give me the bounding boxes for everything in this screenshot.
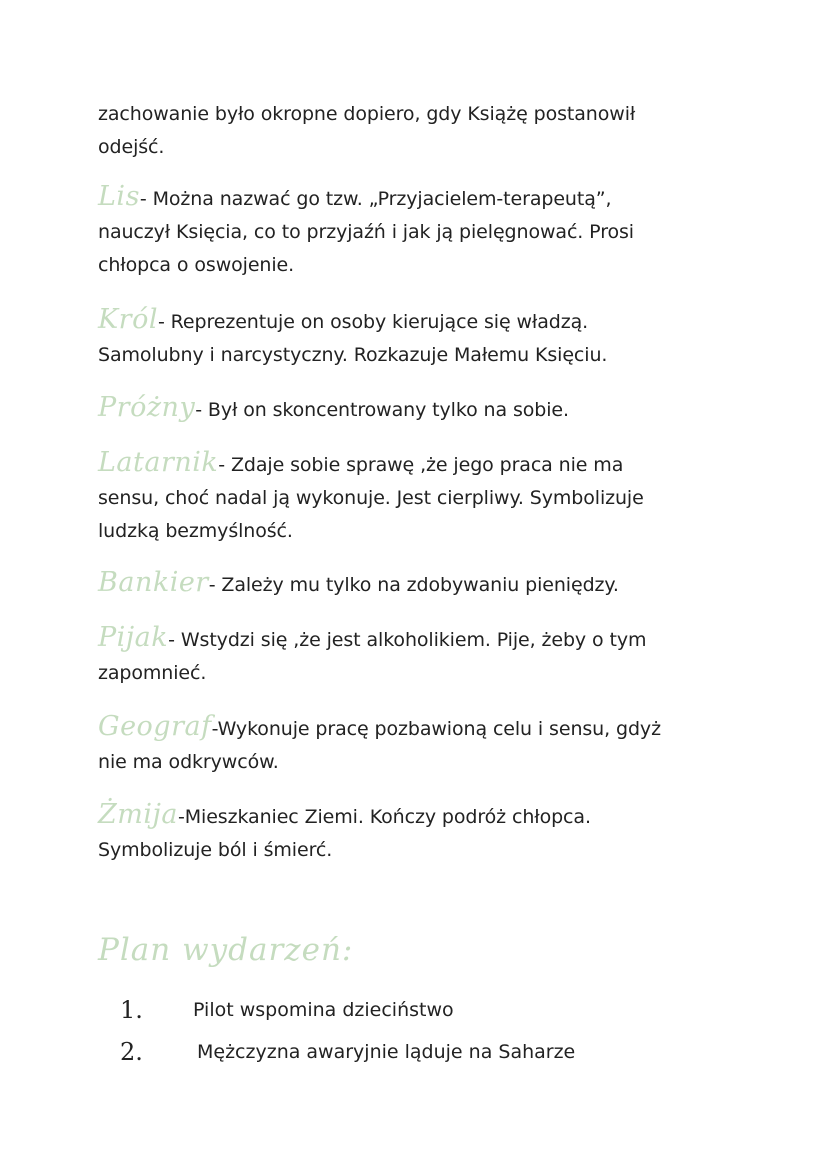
character-name: Bankier (98, 567, 209, 598)
character-name: Latarnik (98, 447, 219, 478)
character-desc-line: nauczył Księcia, co to przyjaźń i jak ją pielęgnować. Prosi (98, 221, 634, 243)
character-name: Geograf (98, 711, 212, 742)
character-desc-line: Samolubny i narcystyczny. Rozkazuje Małemu Księciu. (98, 344, 608, 366)
character-desc-line: sensu, choć nadal ją wykonuje. Jest cierpliwy. Symbolizuje (98, 487, 644, 509)
intro-line: odejść. (98, 136, 165, 158)
intro-paragraph (98, 98, 738, 164)
character-desc-line: - Zdaje sobie sprawę ,że jego praca nie ma (218, 454, 624, 476)
character-desc-line: nie ma odkrywców. (98, 751, 279, 773)
character-desc-line: - Można nazwać go tzw. „Przyjacielem-terapeutą”, (139, 188, 612, 210)
character-name: Pijak (98, 622, 169, 653)
list-number: 1. (120, 996, 143, 1024)
character-desc-line: - Zależy mu tylko na zdobywaniu pieniędzy. (208, 574, 619, 596)
list-number: 2. (120, 1038, 143, 1066)
character-desc-line: chłopca o oswojenie. (98, 254, 295, 276)
character-desc-line: ludzką bezmyślność. (98, 520, 293, 542)
character-name: Król (98, 304, 158, 335)
character-entry-pijak (98, 621, 738, 690)
character-entry-geograf (98, 710, 738, 779)
list-item-text: Mężczyzna awaryjnie ląduje na Saharze (197, 1041, 576, 1063)
character-desc-line: - Reprezentuje on osoby kierujące się władzą. (157, 311, 589, 333)
character-entry-zmija (98, 798, 738, 867)
character-entry-lis (98, 180, 738, 282)
plan-heading: Plan wydarzeń: (98, 932, 354, 968)
character-entry-latarnik (98, 446, 738, 548)
character-entry-bankier (98, 566, 738, 602)
character-desc-line: Symbolizuje ból i śmierć. (98, 839, 333, 861)
intro-line: zachowanie było okropne dopiero, gdy Książę postanowił (98, 103, 636, 125)
character-desc-line: zapomnieć. (98, 662, 207, 684)
character-desc-line: - Wstydzi się ,że jest alkoholikiem. Pije, żeby o tym (168, 629, 647, 651)
character-desc-line: -Wykonuje pracę pozbawioną celu i sensu, gdyż (211, 718, 661, 740)
character-desc-line: - Był on skoncentrowany tylko na sobie. (195, 399, 569, 421)
character-entry-prozny (98, 391, 738, 427)
character-entry-krol (98, 303, 738, 372)
character-name: Żmija (98, 799, 178, 830)
character-name: Próżny (98, 392, 196, 423)
character-desc-line: -Mieszkaniec Ziemi. Kończy podróż chłopca. (177, 806, 591, 828)
list-item-text: Pilot wspomina dzieciństwo (193, 999, 454, 1021)
character-name: Lis (98, 181, 140, 212)
